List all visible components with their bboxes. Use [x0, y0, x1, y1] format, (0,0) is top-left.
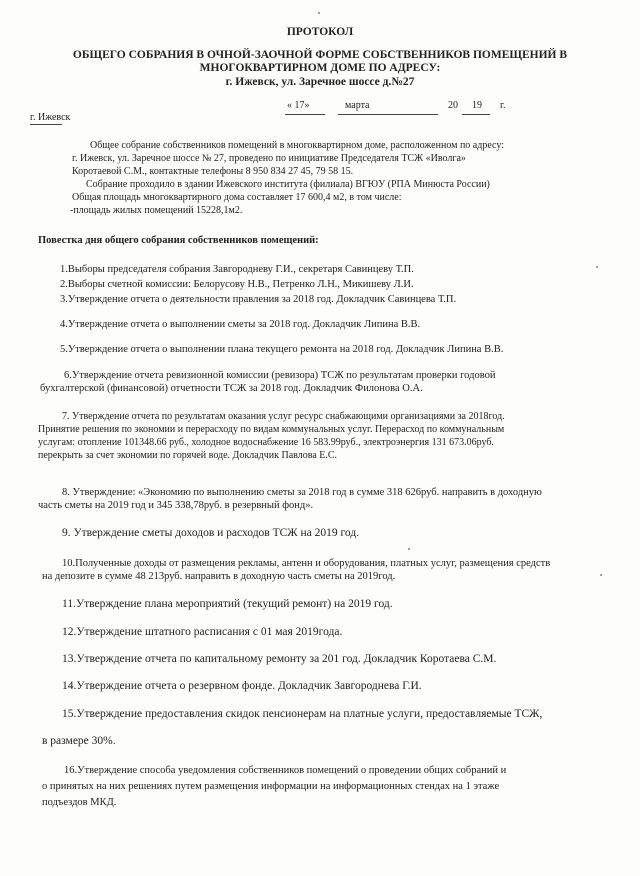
subtitle-line-2: МНОГОКВАРТИРНОМ ДОМЕ ПО АДРЕСУ:: [199, 62, 441, 74]
agenda-item-8-line-2: часть сметы на 2019 год и 345 338,78руб. в резервный фонд».: [38, 500, 314, 511]
agenda-item-9: 9. Утверждение сметы доходов и расходов ТСЖ на 2019 год.: [62, 527, 360, 539]
scan-speck: [596, 266, 598, 268]
agenda-item-7-line-3: услугам: отопление 101348.66 руб., холодное водоснабжение 16 583.99руб., электроэнергия 131 673.06руб.: [38, 437, 494, 448]
agenda-item-15-line-1: 15.Утверждение предоставления скидок пенсионерам на платные услуги, предоставляемые ТСЖ,: [62, 708, 543, 720]
scan-speck: [600, 574, 602, 576]
date-year-prefix: 20: [448, 100, 458, 111]
scan-speck: [318, 12, 320, 14]
date-day-underline: [285, 114, 325, 115]
intro-line-2: г. Ижевск, ул. Заречное шоссе № 27, проведено по инициативе Председателя ТСЖ «Иволга»: [72, 153, 466, 164]
agenda-item-6-line-2: бухгалтерской (финансовой) отчетности ТСЖ за 2018 год. Докладчик Филонова О.А.: [40, 383, 423, 394]
date-city: г. Ижевск: [30, 112, 71, 123]
agenda-item-10-line-2: на депозите в сумме 48 213руб. направить в доходную часть сметы на 2019год.: [42, 571, 396, 582]
date-day: « 17»: [287, 100, 310, 111]
agenda-item-12: 12.Утверждение штатного расписания с 01 мая 2019года.: [62, 626, 343, 638]
date-year-suffix: 19: [472, 100, 482, 111]
protocol-title: ПРОТОКОЛ: [286, 26, 354, 38]
agenda-heading: Повестка дня общего собрания собственников помещений:: [38, 235, 319, 246]
agenda-item-15-line-2: в размере 30%.: [42, 735, 116, 747]
agenda-item-2: 2.Выборы счетной комиссии: Белорусову Н.В., Петренко Л.Н., Микишеву Л.И.: [60, 279, 414, 290]
intro-line-6: -площадь жилых помещений 15228,1м2.: [70, 205, 243, 216]
intro-line-3: Коротаевой С.М., контактные телефоны 8 950 834 27 45, 79 58 15.: [72, 166, 354, 177]
agenda-item-10-line-1: 10.Полученные доходы от размещения рекламы, антенн и оборудования, платных услуг, размещения средств: [62, 558, 551, 569]
agenda-item-16-line-1: 16.Утверждение способа уведомления собственников помещений о проведении общих собраний и: [64, 765, 507, 776]
agenda-item-16-line-3: подъездов МКД.: [42, 797, 117, 808]
intro-line-5: Общая площадь многоквартирного дома составляет 17 600,4 м2, в том числе:: [72, 192, 402, 203]
agenda-item-14: 14.Утверждение отчета о резервном фонде. Докладчик Завгороднева Г.И.: [62, 680, 422, 692]
intro-line-1: Общее собрание собственников помещений в многоквартирном доме, расположенном по адресу:: [90, 140, 504, 151]
agenda-item-5: 5.Утверждение отчета о выполнении плана текущего ремонта на 2018 год. Докладчик Липина В.В.: [60, 344, 504, 355]
date-month: марта: [345, 100, 370, 111]
agenda-item-3: 3.Утверждение отчета о деятельности правления за 2018 год. Докладчик Савинцева Т.П.: [60, 294, 457, 305]
agenda-item-7-line-4: перекрыть за счет экономии по горячей воде. Докладчик Павлова Е.С.: [38, 450, 338, 461]
agenda-item-16-line-2: о принятых на них решениях путем размещения информации на информационных стендах на 1 этаже: [42, 781, 500, 792]
intro-line-4: Собрание проходило в здании Ижевского института (филиала) ВГЮУ (РПА Минюста России): [86, 179, 490, 190]
agenda-item-7-line-1: 7. Утверждение отчета по результатам оказания услуг ресурс снабжающими организациями за 2018год.: [62, 411, 505, 422]
subtitle-line-1: ОБЩЕГО СОБРАНИЯ В ОЧНОЙ-ЗАОЧНОЙ ФОРМЕ СОБСТВЕННИКОВ ПОМЕЩЕНИЙ В: [72, 49, 568, 61]
agenda-item-1: 1.Выборы председателя собрания Завгородневу Г.И., секретаря Савинцеву Т.П.: [60, 264, 414, 275]
address-line: г. Ижевск, ул. Заречное шоссе д.№27: [225, 76, 415, 88]
scan-speck: [408, 548, 410, 550]
date-year-underline: [462, 114, 490, 115]
agenda-item-4: 4.Утверждение отчета о выполнении сметы за 2018 год. Докладчик Липина В.В.: [60, 319, 421, 330]
date-year-unit: г.: [500, 100, 506, 111]
agenda-item-13: 13.Утверждение отчета по капитальному ремонту за 201 год. Докладчик Коротаева С.М.: [62, 653, 497, 665]
city-underline: [30, 124, 62, 125]
date-month-underline: [338, 114, 438, 115]
agenda-item-8-line-1: 8. Утверждение: «Экономию по выполнению сметы за 2018 год в сумме 318 626руб. направить в доходную: [62, 487, 542, 498]
agenda-item-6-line-1: 6.Утверждение отчета ревизионной комиссии (ревизора) ТСЖ по результатам проверки годовой: [64, 370, 496, 381]
agenda-item-11: 11.Утверждение плана мероприятий (текущий ремонт) на 2019 год.: [62, 598, 393, 610]
agenda-item-7-line-2: Принятие решения по экономии и перерасходу по видам коммунальных услуг. Перерасход по коммунальным: [38, 424, 505, 435]
